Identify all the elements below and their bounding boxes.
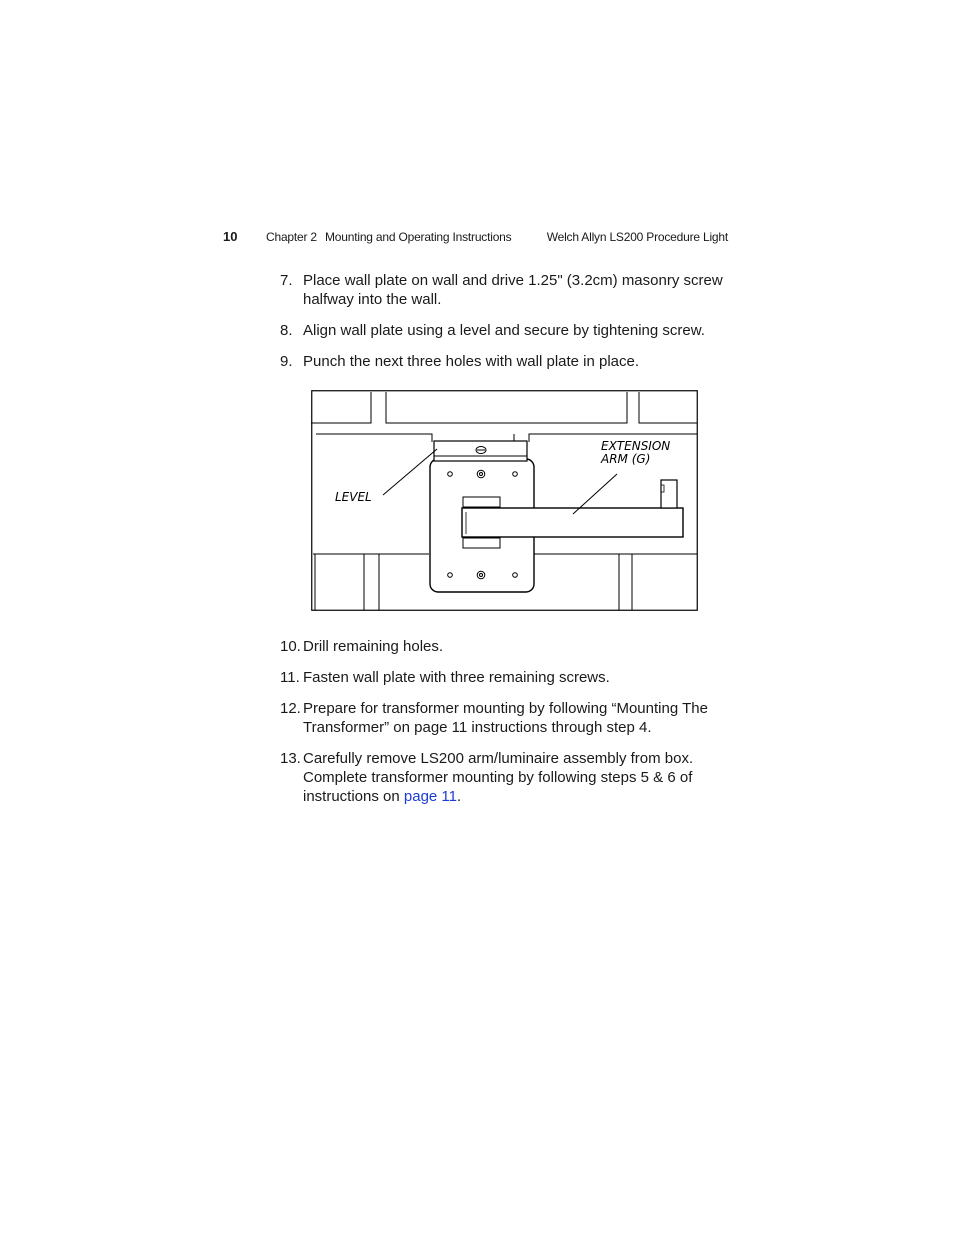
chapter-title: Mounting and Operating Instructions [325, 230, 512, 244]
steps-list-before-figure [280, 271, 740, 383]
step-number: 12. [280, 700, 301, 717]
step-text-end: . [457, 788, 462, 805]
step-number: 9. [280, 353, 293, 370]
chapter-label: Chapter 2 [266, 230, 317, 244]
step-item [280, 321, 740, 340]
step-item [280, 749, 740, 806]
wall-plate-illustration [311, 390, 698, 611]
book-title: Welch Allyn LS200 Procedure Light [546, 230, 728, 244]
extension-arm-label-line1: EXTENSION [601, 439, 671, 453]
step-item [280, 668, 740, 687]
step-text: Drill remaining holes. [303, 638, 444, 655]
step-number: 7. [280, 272, 293, 289]
step-item [280, 271, 740, 309]
step-text: Prepare for transformer mounting by following “Mounting The Transformer” on page 11 instructions through step 4. [303, 700, 708, 736]
extension-arm-label-line2: ARM (G) [601, 452, 651, 466]
page-11-link[interactable]: page 11 [403, 788, 457, 805]
extension-arm [462, 508, 683, 537]
page-number: 10 [223, 229, 238, 244]
arm-post [661, 480, 677, 508]
step-text [303, 749, 740, 806]
step-text: Place wall plate on wall and drive 1.25" (3.2cm) masonry screw halfway into the wall. [303, 272, 723, 308]
step-text: Align wall plate using a level and secure by tightening screw. [303, 322, 705, 339]
wall-plate-figure [311, 390, 698, 611]
plate-slot-upper [463, 497, 500, 507]
step-number: 8. [280, 322, 293, 339]
step-item [280, 637, 740, 656]
step-number: 11. [280, 669, 300, 686]
step-number: 13. [280, 750, 301, 767]
step-text: Fasten wall plate with three remaining screws. [303, 669, 610, 686]
level-label: LEVEL [335, 490, 372, 504]
step-text-body: Carefully remove LS200 arm/luminaire assembly from box. Complete transformer mounting by following steps 5 & 6 of instructions on [303, 750, 694, 805]
level-tool [434, 441, 527, 461]
plate-slot-lower [463, 538, 500, 548]
step-number: 10. [280, 638, 301, 655]
step-item [280, 699, 740, 737]
step-item [280, 352, 740, 371]
page-header [0, 229, 954, 247]
steps-list-after-figure [280, 637, 740, 818]
step-text: Punch the next three holes with wall plate in place. [303, 353, 640, 370]
